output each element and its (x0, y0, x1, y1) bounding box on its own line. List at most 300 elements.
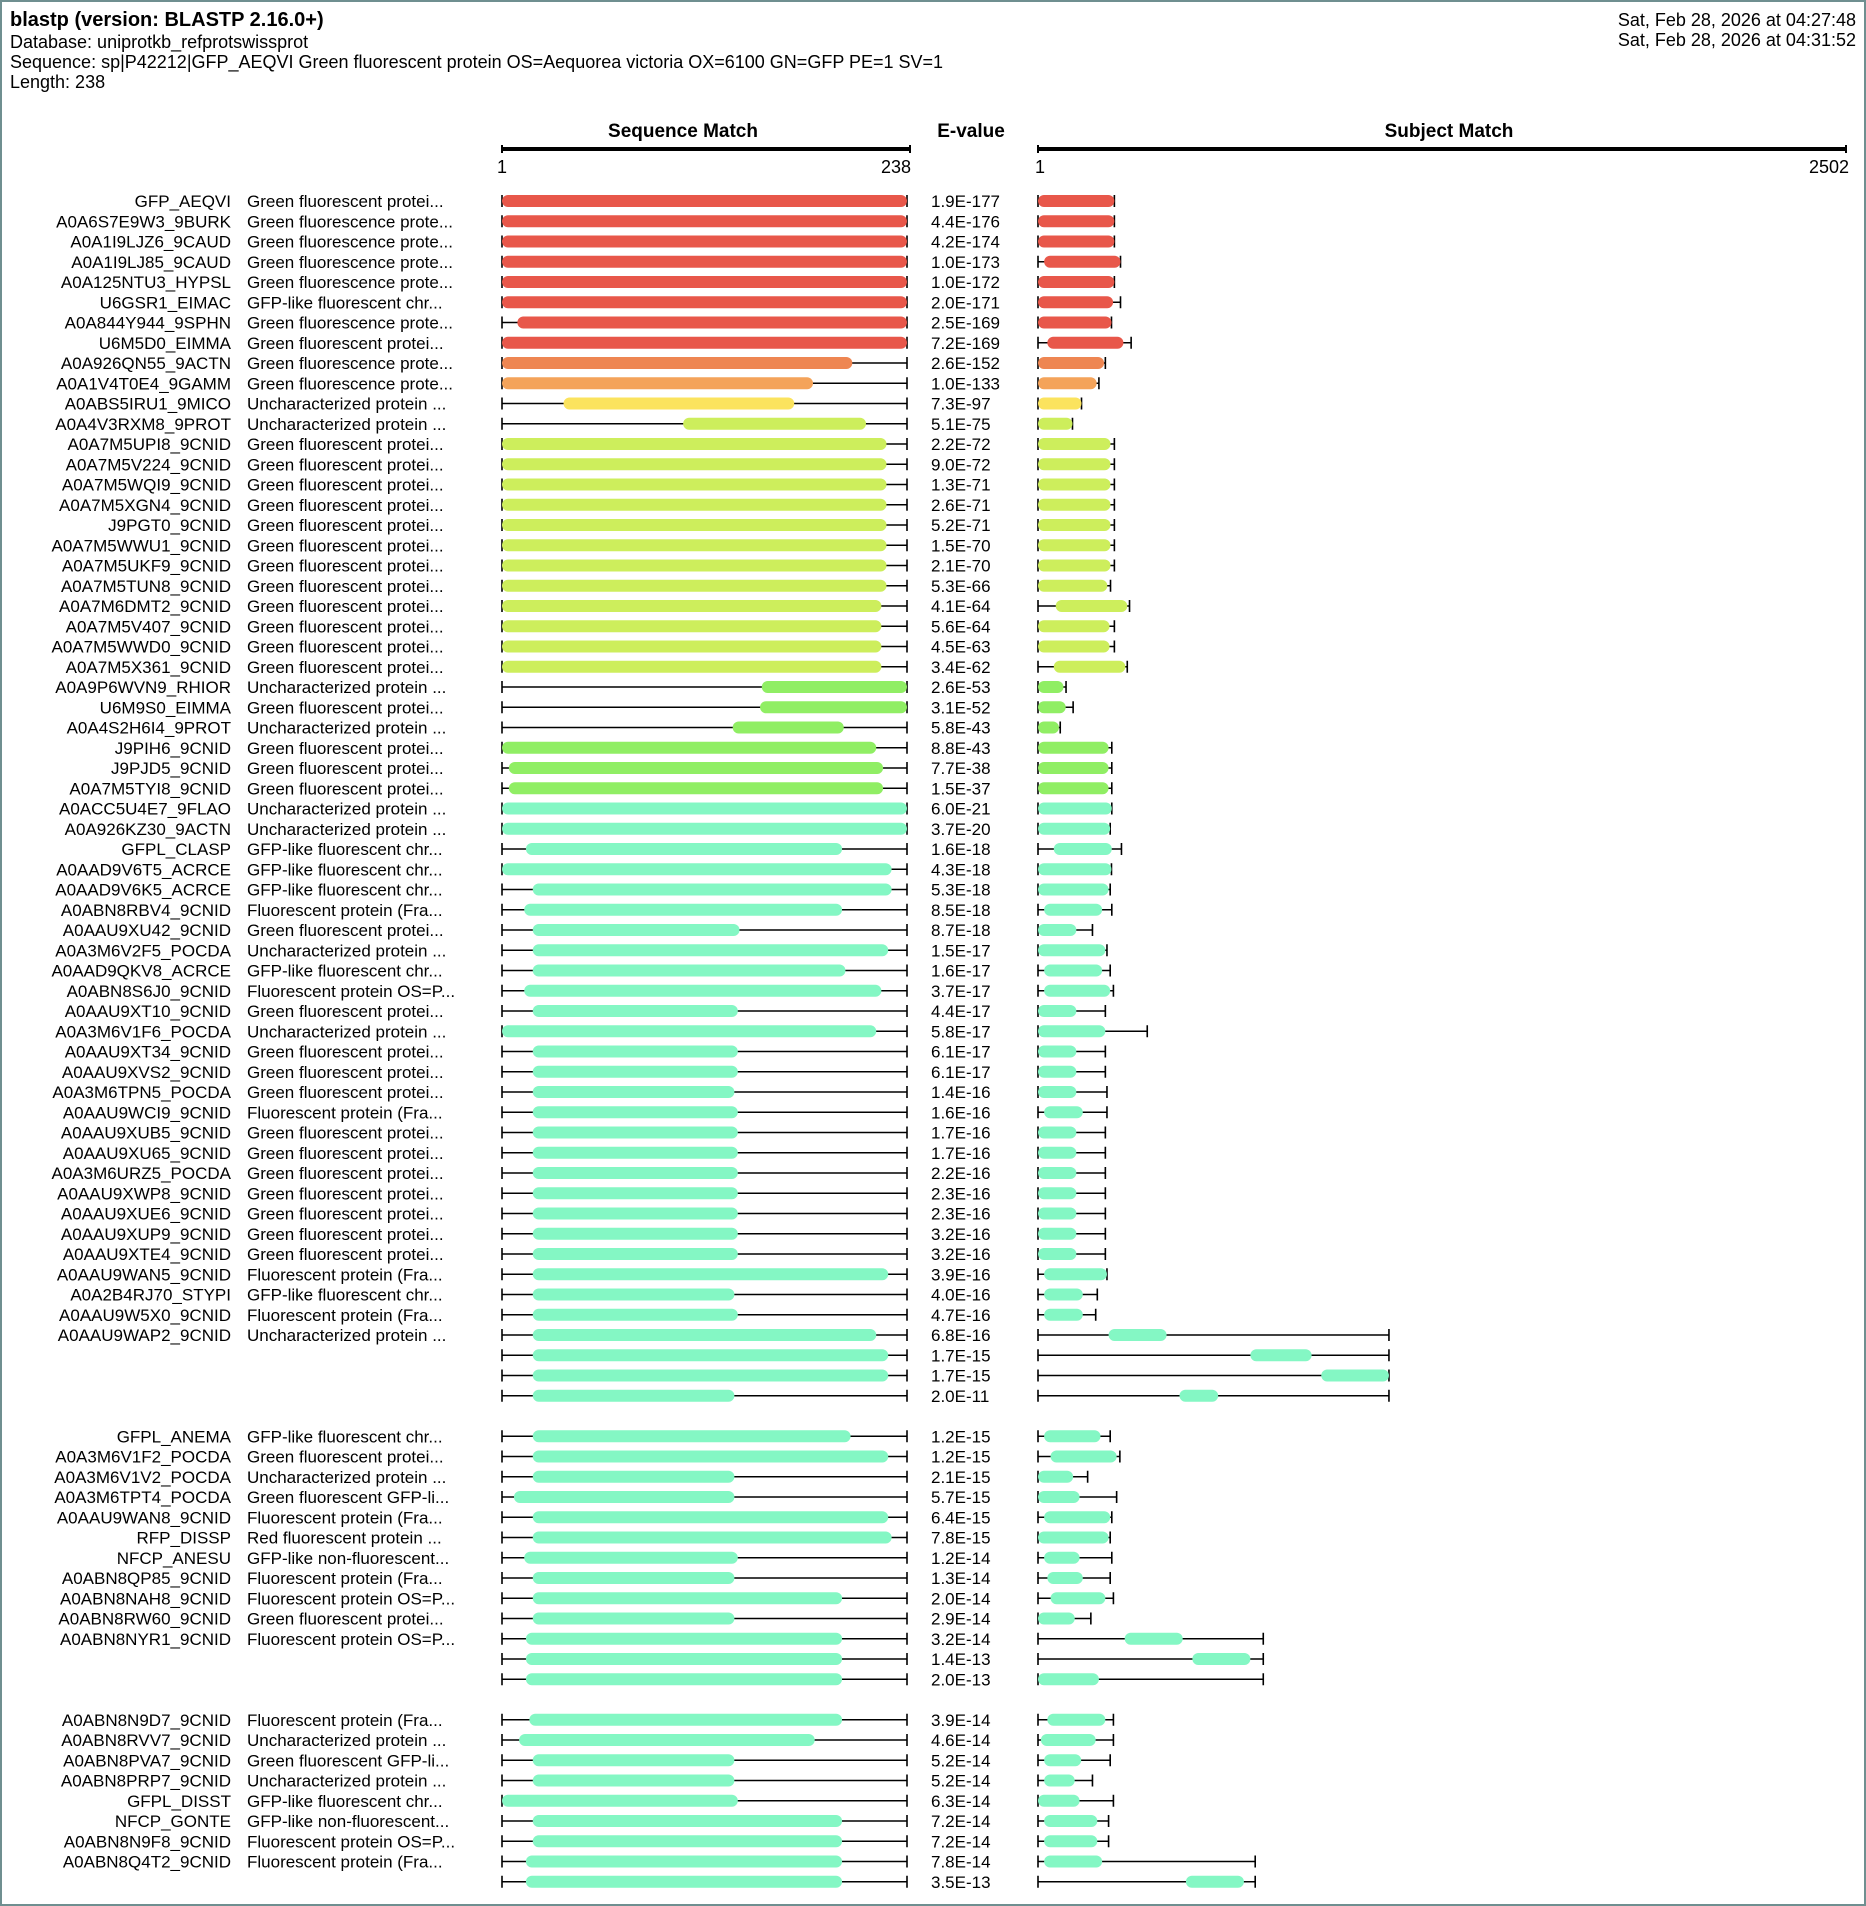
hit-row (66, 658, 1128, 677)
hit-description: Red fluorescent protein ... (247, 1528, 442, 1548)
subject-hit-bar[interactable] (1038, 1147, 1076, 1159)
hit-description: GFP-like fluorescent chr... (247, 1285, 443, 1305)
query-hit-bar[interactable] (502, 519, 886, 531)
subject-hit-bar[interactable] (1186, 1876, 1244, 1888)
hit-row (502, 1367, 1389, 1386)
query-hit-bar[interactable] (533, 1127, 738, 1139)
query-hit-bar[interactable] (529, 1714, 842, 1726)
query-hit-bar[interactable] (526, 1653, 842, 1665)
subject-hit-bar[interactable] (1038, 1025, 1105, 1037)
query-hit-bar[interactable] (502, 863, 892, 875)
query-hit-bar[interactable] (517, 317, 907, 329)
hit-accession[interactable]: A0AAU9XU42_9CNID (62, 921, 231, 940)
query-hit-bar[interactable] (502, 580, 886, 592)
hit-accession[interactable]: A0AAU9WAN5_9CNID (56, 1265, 231, 1285)
subject-hit-bar[interactable] (1051, 1592, 1106, 1604)
subject-hit-bar[interactable] (1038, 276, 1114, 288)
subject-hit-bar[interactable] (1038, 1127, 1076, 1139)
hit-accession[interactable]: A0AAU9XWP8_9CNID (57, 1184, 231, 1204)
hit-description: Green fluorescent protei... (247, 1042, 444, 1062)
hit-accession[interactable]: A0ABN8QP85_9CNID (61, 1569, 231, 1588)
hit-row (69, 779, 1111, 798)
subject-hit-bar[interactable] (1047, 337, 1123, 349)
query-hit-bar[interactable] (524, 1552, 738, 1564)
query-hit-bar[interactable] (502, 742, 876, 754)
query-hit-bar[interactable] (533, 1086, 735, 1098)
query-hit-bar[interactable] (502, 236, 907, 248)
subject-axis-label-start: 1 (1034, 157, 1046, 177)
query-hit-bar[interactable] (533, 1309, 738, 1321)
subject-hit-bar[interactable] (1038, 944, 1105, 956)
subject-hit-bar[interactable] (1038, 458, 1111, 470)
query-hit-bar[interactable] (502, 803, 907, 815)
hit-accession[interactable]: A0AAU9WAN8_9CNID (56, 1508, 231, 1528)
hit-accession[interactable]: A0A125NTU3_HYPSL (60, 273, 231, 292)
hit-accession[interactable]: A0A7M5WWU1_9CNID (51, 536, 231, 556)
query-hit-bar[interactable] (502, 641, 881, 653)
hit-accession[interactable]: A0A4V3RXM8_9PROT (55, 414, 231, 434)
hit-accession[interactable]: NFCP_GONTE (114, 1812, 231, 1831)
query-hit-bar[interactable] (509, 762, 883, 774)
hit-accession[interactable]: A0AAD9V6T5_ACRCE (56, 860, 231, 880)
subject-hit-bar[interactable] (1192, 1653, 1250, 1665)
hit-description: Green fluorescence prote... (247, 232, 454, 252)
subject-hit-bar[interactable] (1044, 1268, 1107, 1280)
hit-accession[interactable]: A0A844Y944_9SPHN (64, 313, 231, 333)
subject-hit-bar[interactable] (1038, 722, 1059, 734)
subject-hit-bar[interactable] (1109, 1329, 1167, 1341)
hit-accession[interactable]: A0A2B4RJ70_STYPI (70, 1285, 231, 1305)
hit-evalue: 7.2E-169 (931, 333, 1000, 353)
hit-accession[interactable]: A0A1I9LJZ6_9CAUD (70, 232, 231, 252)
hit-row (63, 1853, 1255, 1872)
subject-hit-bar[interactable] (1038, 539, 1111, 551)
subject-hit-bar[interactable] (1054, 661, 1126, 673)
hit-accession[interactable]: A0AAU9XTE4_9CNID (62, 1245, 231, 1264)
subject-hit-bar[interactable] (1038, 499, 1111, 511)
query-hit-bar[interactable] (502, 195, 907, 207)
query-hit-bar[interactable] (533, 1532, 892, 1544)
query-hit-bar[interactable] (526, 843, 842, 855)
subject-hit-bar[interactable] (1038, 398, 1082, 410)
subject-hit-bar[interactable] (1038, 762, 1109, 774)
query-hit-bar[interactable] (502, 499, 886, 511)
hit-accession[interactable]: A0ABN8NAH8_9CNID (59, 1589, 231, 1609)
subject-hit-bar[interactable] (1038, 519, 1111, 531)
hit-evalue: 2.0E-171 (931, 293, 1000, 313)
subject-hit-bar[interactable] (1038, 620, 1110, 632)
subject-hit-bar[interactable] (1044, 1289, 1083, 1301)
subject-hit-bar[interactable] (1038, 742, 1109, 754)
hit-evalue: 3.1E-52 (931, 698, 991, 718)
hit-accession[interactable]: A0AAU9WAP2_9CNID (57, 1326, 231, 1345)
subject-hit-bar[interactable] (1044, 1775, 1075, 1787)
subject-hit-bar[interactable] (1125, 1633, 1183, 1645)
hit-row (135, 192, 1115, 211)
hit-description: Green fluorescent protei... (247, 333, 444, 353)
hit-accession[interactable]: A0AAU9XUB5_9CNID (60, 1123, 231, 1143)
hit-accession[interactable]: A0ABN8Q4T2_9CNID (62, 1852, 231, 1872)
subject-hit-bar[interactable] (1056, 600, 1128, 612)
query-hit-bar[interactable] (533, 1370, 888, 1382)
hit-accession[interactable]: A0ABN8NYR1_9CNID (59, 1629, 231, 1649)
query-hit-bar[interactable] (509, 782, 883, 794)
subject-hit-bar[interactable] (1038, 863, 1111, 875)
subject-hit-bar[interactable] (1179, 1390, 1218, 1402)
subject-hit-bar[interactable] (1038, 641, 1110, 653)
query-hit-bar[interactable] (524, 985, 881, 997)
subject-hit-bar[interactable] (1038, 296, 1113, 308)
hit-description: Green fluorescence prote... (247, 313, 454, 333)
query-hit-bar[interactable] (762, 681, 907, 693)
hit-accession[interactable]: A0AAU9XT34_9CNID (64, 1042, 231, 1062)
hit-row (57, 1508, 1112, 1527)
hit-row (61, 577, 1111, 596)
hit-accession[interactable]: A0A7M5UKF9_9CNID (61, 556, 231, 576)
hit-accession[interactable]: U6M9S0_EIMMA (99, 698, 231, 718)
subject-hit-bar[interactable] (1038, 195, 1114, 207)
query-hit-bar[interactable] (502, 560, 886, 572)
hit-accession[interactable]: A0AAD9QKV8_ACRCE (51, 961, 231, 981)
hit-evalue: 2.6E-152 (931, 354, 1000, 373)
query-hit-bar[interactable] (533, 1511, 888, 1523)
hit-accession[interactable]: A0A7M5TYI8_9CNID (69, 779, 231, 799)
hit-accession[interactable]: A0ABN8RVV7_9CNID (61, 1731, 231, 1750)
query-hit-bar[interactable] (519, 1734, 815, 1746)
hit-accession[interactable]: A0A7M5XGN4_9CNID (59, 495, 231, 515)
hit-accession[interactable]: A0A3M6V2F5_POCDA (55, 941, 231, 961)
query-hit-bar[interactable] (760, 701, 907, 713)
query-hit-bar[interactable] (502, 357, 852, 369)
subject-hit-bar[interactable] (1321, 1370, 1389, 1382)
query-hit-bar[interactable] (533, 1228, 738, 1240)
hit-evalue: 6.3E-14 (931, 1791, 991, 1811)
subject-hit-bar[interactable] (1038, 681, 1063, 693)
hit-accession[interactable]: A0ABN8PRP7_9CNID (60, 1771, 231, 1791)
hit-evalue: 8.8E-43 (931, 738, 991, 758)
subject-hit-bar[interactable] (1038, 560, 1111, 572)
subject-hit-bar[interactable] (1038, 236, 1114, 248)
hit-evalue: 1.0E-133 (931, 374, 1000, 394)
hit-accession[interactable]: A0A7M6DMT2_9CNID (59, 597, 231, 616)
hit-evalue: 5.3E-18 (931, 880, 991, 900)
query-hit-bar[interactable] (533, 1147, 738, 1159)
hit-row (54, 1488, 1116, 1507)
hit-accession[interactable]: A0A3M6URZ5_POCDA (51, 1164, 231, 1183)
query-hit-bar[interactable] (533, 1208, 738, 1220)
query-hit-bar[interactable] (533, 1451, 888, 1463)
hit-accession[interactable]: A0A7M5V224_9CNID (65, 455, 231, 475)
hit-description: Green fluorescent protei... (247, 1083, 444, 1102)
subject-hit-bar[interactable] (1038, 782, 1109, 794)
subject-hit-bar[interactable] (1044, 256, 1120, 268)
subject-hit-bar[interactable] (1038, 1613, 1075, 1625)
subject-hit-bar[interactable] (1044, 985, 1110, 997)
query-hit-bar[interactable] (533, 1248, 738, 1260)
hit-description: Green fluorescence prote... (247, 273, 454, 292)
subject-hit-bar[interactable] (1038, 1005, 1076, 1017)
hit-accession[interactable]: J9PIH6_9CNID (114, 738, 231, 758)
hit-accession[interactable]: NFCP_ANESU (116, 1548, 231, 1568)
subject-hit-bar[interactable] (1038, 1187, 1076, 1199)
subject-hit-bar[interactable] (1250, 1349, 1311, 1361)
subject-hit-bar[interactable] (1044, 1835, 1097, 1847)
subject-hit-bar[interactable] (1044, 965, 1102, 977)
subject-hit-bar[interactable] (1038, 823, 1110, 835)
subject-hit-bar[interactable] (1038, 580, 1107, 592)
query-hit-bar[interactable] (533, 1572, 735, 1584)
query-hit-bar[interactable] (502, 823, 907, 835)
hit-description: GFP-like fluorescent chr... (247, 840, 443, 859)
hit-accession[interactable]: A0ABN8RW60_9CNID (58, 1609, 231, 1629)
query-hit-bar[interactable] (533, 1815, 842, 1827)
hit-accession[interactable]: A0ABN8RBV4_9CNID (60, 900, 231, 920)
hit-description: Green fluorescent protei... (247, 1184, 444, 1204)
hit-evalue: 6.0E-21 (931, 799, 991, 819)
query-hit-bar[interactable] (533, 1167, 738, 1179)
hit-accession[interactable]: A0AAD9V6K5_ACRCE (55, 880, 231, 900)
hit-evalue: 7.8E-15 (931, 1528, 991, 1548)
subject-hit-bar[interactable] (1044, 904, 1102, 916)
subject-hit-bar[interactable] (1038, 215, 1114, 227)
query-hit-bar[interactable] (533, 1289, 735, 1301)
subject-hit-bar[interactable] (1038, 1167, 1076, 1179)
subject-hit-bar[interactable] (1038, 1248, 1076, 1260)
subject-hit-bar[interactable] (1044, 1856, 1102, 1868)
hit-description: GFP-like non-fluorescent... (247, 1548, 450, 1568)
query-hit-bar[interactable] (533, 1835, 842, 1847)
query-hit-bar[interactable] (502, 479, 886, 491)
query-hit-bar[interactable] (533, 1390, 735, 1402)
subject-hit-bar[interactable] (1038, 1673, 1099, 1685)
query-hit-bar[interactable] (502, 276, 907, 288)
hit-description: Green fluorescent protei... (247, 1204, 444, 1224)
query-hit-bar[interactable] (683, 418, 866, 430)
timestamp-end: Sat, Feb 28, 2026 at 04:31:52 (1617, 30, 1856, 50)
hit-accession[interactable]: A0A3M6V1V2_POCDA (54, 1467, 231, 1487)
hit-accession[interactable]: A0A926KZ30_9ACTN (64, 819, 231, 839)
hit-accession[interactable]: A0A3M6TPN5_POCDA (52, 1083, 231, 1102)
hit-evalue: 3.9E-14 (931, 1710, 991, 1730)
hit-description: Uncharacterized protein ... (247, 1771, 447, 1791)
hit-description: Fluorescent protein (Fra... (247, 1852, 443, 1872)
query-hit-bar[interactable] (533, 1775, 735, 1787)
subject-hit-bar[interactable] (1044, 1815, 1097, 1827)
hit-row (115, 739, 1112, 758)
query-hit-bar[interactable] (502, 539, 886, 551)
hit-accession[interactable]: A0A4S2H6I4_9PROT (66, 718, 231, 738)
query-hit-bar[interactable] (533, 1005, 738, 1017)
hit-accession[interactable]: A0ABS5IRU1_9MICO (64, 394, 231, 414)
hit-accession[interactable]: A0A3M6V1F2_POCDA (55, 1447, 231, 1467)
hit-evalue: 3.2E-14 (931, 1629, 991, 1649)
subject-hit-bar[interactable] (1038, 479, 1111, 491)
hit-description: Green fluorescent protei... (247, 576, 444, 596)
hit-description: Green fluorescence prote... (247, 212, 454, 232)
subject-hit-bar[interactable] (1038, 884, 1109, 896)
query-hit-bar[interactable] (533, 1106, 738, 1118)
hit-row (59, 800, 1112, 819)
subject-hit-bar[interactable] (1047, 1714, 1105, 1726)
hit-accession[interactable]: GFPL_CLASP (121, 840, 231, 859)
subject-hit-bar[interactable] (1038, 1491, 1080, 1503)
subject-hit-bar[interactable] (1047, 1572, 1082, 1584)
hit-accession[interactable]: A0AAU9W5X0_9CNID (59, 1305, 231, 1325)
hit-accession[interactable]: A0A7M5TUN8_9CNID (60, 576, 231, 596)
hit-row (66, 455, 1115, 474)
query-hit-bar[interactable] (533, 1430, 851, 1442)
hit-evalue: 3.9E-16 (931, 1265, 991, 1285)
query-hit-bar[interactable] (502, 661, 881, 673)
subject-hit-bar[interactable] (1038, 924, 1076, 936)
hit-description: Green fluorescence prote... (247, 354, 454, 373)
hit-accession[interactable]: A0A1I9LJ85_9CAUD (71, 252, 231, 272)
subject-hit-bar[interactable] (1038, 803, 1112, 815)
subject-hit-bar[interactable] (1044, 1309, 1083, 1321)
hit-accession[interactable]: A0AAU9WCI9_9CNID (62, 1103, 231, 1123)
subject-hit-bar[interactable] (1051, 1451, 1117, 1463)
hit-row (65, 395, 1082, 414)
hit-description: Fluorescent protein OS=P... (247, 1629, 456, 1649)
subject-hit-bar[interactable] (1038, 1532, 1109, 1544)
query-hit-bar[interactable] (524, 904, 842, 916)
hit-accession[interactable]: U6M5D0_EIMMA (98, 333, 231, 353)
hit-accession[interactable]: A0AAU9XUE6_9CNID (60, 1204, 231, 1224)
hit-description: Fluorescent protein (Fra... (247, 1305, 443, 1325)
query-hit-bar[interactable] (533, 1613, 735, 1625)
hit-accession[interactable]: A0A7M5X361_9CNID (65, 657, 231, 677)
query-hit-bar[interactable] (502, 620, 881, 632)
query-hit-bar[interactable] (564, 398, 795, 410)
query-hit-bar[interactable] (502, 1025, 876, 1037)
hit-accession[interactable]: A0AAU9XU65_9CNID (62, 1143, 231, 1163)
query-hit-bar[interactable] (533, 965, 846, 977)
query-hit-bar[interactable] (502, 1795, 738, 1807)
query-hit-bar[interactable] (502, 377, 813, 389)
hit-evalue: 1.7E-16 (931, 1123, 991, 1143)
query-hit-bar[interactable] (514, 1491, 734, 1503)
query-hit-bar[interactable] (533, 1349, 888, 1361)
query-hit-bar[interactable] (502, 296, 907, 308)
hit-accession[interactable]: U6GSR1_EIMAC (99, 293, 231, 313)
query-hit-bar[interactable] (533, 1268, 888, 1280)
subject-hit-bar[interactable] (1038, 1471, 1073, 1483)
hit-accession[interactable]: A0AAU9XUP9_9CNID (60, 1224, 231, 1244)
subject-hit-bar[interactable] (1038, 418, 1072, 430)
subject-hit-bar[interactable] (1044, 1106, 1083, 1118)
hit-description: Uncharacterized protein ... (247, 678, 447, 697)
query-hit-bar[interactable] (502, 337, 907, 349)
query-hit-bar[interactable] (526, 1876, 842, 1888)
hit-accession[interactable]: A0ACC5U4E7_9FLAO (59, 799, 231, 819)
subject-hit-bar[interactable] (1044, 1511, 1110, 1523)
query-hit-bar[interactable] (533, 1329, 876, 1341)
subject-hit-bar[interactable] (1038, 438, 1111, 450)
query-hit-bar[interactable] (533, 924, 740, 936)
hit-evalue: 2.3E-16 (931, 1204, 991, 1224)
subject-hit-bar[interactable] (1054, 843, 1112, 855)
subject-hit-bar[interactable] (1038, 317, 1111, 329)
hit-accession[interactable]: A0A9P6WVN9_RHIOR (55, 678, 231, 697)
query-hit-bar[interactable] (533, 1046, 738, 1058)
hit-accession[interactable]: A0A1V4T0E4_9GAMM (56, 374, 231, 394)
query-hit-bar[interactable] (533, 1187, 738, 1199)
hit-evalue: 1.7E-16 (931, 1143, 991, 1163)
query-hit-bar[interactable] (526, 1633, 842, 1645)
hit-accession[interactable]: GFPL_ANEMA (116, 1427, 231, 1447)
hit-accession[interactable]: A0A3M6TPT4_POCDA (54, 1488, 231, 1507)
query-hit-bar[interactable] (533, 1066, 738, 1078)
hit-accession[interactable]: A0ABN8PVA7_9CNID (63, 1751, 231, 1771)
subject-hit-bar[interactable] (1038, 1228, 1076, 1240)
subject-hit-bar[interactable] (1044, 1552, 1079, 1564)
hit-accession[interactable]: A0AAU9XVS2_9CNID (61, 1062, 231, 1082)
hit-accession[interactable]: A0ABN8N9F8_9CNID (63, 1832, 231, 1852)
subject-hit-bar[interactable] (1044, 1754, 1081, 1766)
hit-accession[interactable]: A0A7M5UPI8_9CNID (67, 435, 231, 454)
subject-hit-bar[interactable] (1038, 1066, 1076, 1078)
hit-evalue: 8.7E-18 (931, 921, 991, 940)
query-hit-bar[interactable] (526, 1856, 842, 1868)
hit-row (55, 941, 1107, 960)
hit-accession[interactable]: A0A6S7E9W3_9BURK (56, 212, 231, 232)
query-hit-bar[interactable] (502, 256, 907, 268)
query-hit-bar[interactable] (733, 722, 844, 734)
query-hit-bar[interactable] (502, 600, 881, 612)
query-hit-bar[interactable] (533, 1471, 735, 1483)
subject-hit-bar[interactable] (1038, 1086, 1076, 1098)
query-hit-bar[interactable] (502, 458, 886, 470)
hit-evalue: 1.2E-14 (931, 1548, 991, 1568)
query-hit-bar[interactable] (533, 1592, 842, 1604)
query-hit-bar[interactable] (502, 438, 886, 450)
hit-evalue: 2.2E-16 (931, 1164, 991, 1183)
hit-accession[interactable]: J9PGT0_9CNID (108, 516, 231, 535)
hit-row (63, 1751, 1110, 1770)
subject-hit-bar[interactable] (1038, 701, 1066, 713)
query-hit-bar[interactable] (502, 215, 907, 227)
hit-accession[interactable]: A0A3M6V1F6_POCDA (55, 1022, 231, 1042)
hit-row (117, 1549, 1112, 1568)
hit-accession[interactable]: A0A7M5WQI9_9CNID (61, 475, 231, 495)
hit-accession[interactable]: A0A7M5WWD0_9CNID (51, 637, 231, 657)
query-hit-bar[interactable] (533, 944, 888, 956)
subject-hit-bar[interactable] (1038, 377, 1097, 389)
hit-accession[interactable]: A0ABN8S6J0_9CNID (66, 981, 231, 1001)
query-hit-bar[interactable] (526, 1673, 842, 1685)
subject-hit-bar[interactable] (1044, 1430, 1100, 1442)
subject-hit-bar[interactable] (1038, 1046, 1076, 1058)
subject-hit-bar[interactable] (1038, 1795, 1080, 1807)
hit-accession[interactable]: A0ABN8N9D7_9CNID (61, 1710, 231, 1730)
hit-row (56, 860, 1111, 879)
hit-accession[interactable]: J9PJD5_9CNID (111, 759, 231, 778)
subject-hit-bar[interactable] (1038, 357, 1104, 369)
hit-row (502, 1346, 1389, 1365)
hit-accession[interactable]: GFPL_DISST (127, 1791, 231, 1811)
subject-hit-bar[interactable] (1038, 1208, 1076, 1220)
subject-hit-bar[interactable] (1041, 1734, 1096, 1746)
hit-accession[interactable]: A0A926QN55_9ACTN (60, 354, 231, 373)
hit-accession[interactable]: RFP_DISSP (136, 1528, 231, 1548)
query-hit-bar[interactable] (533, 884, 892, 896)
hit-accession[interactable]: GFP_AEQVI (134, 192, 231, 211)
hit-accession[interactable]: A0AAU9XT10_9CNID (64, 1002, 231, 1021)
hit-accession[interactable]: A0A7M5V407_9CNID (65, 617, 231, 637)
hit-description: Fluorescent protein OS=P... (247, 1589, 456, 1609)
hit-row (61, 1225, 1105, 1244)
query-hit-bar[interactable] (533, 1754, 735, 1766)
